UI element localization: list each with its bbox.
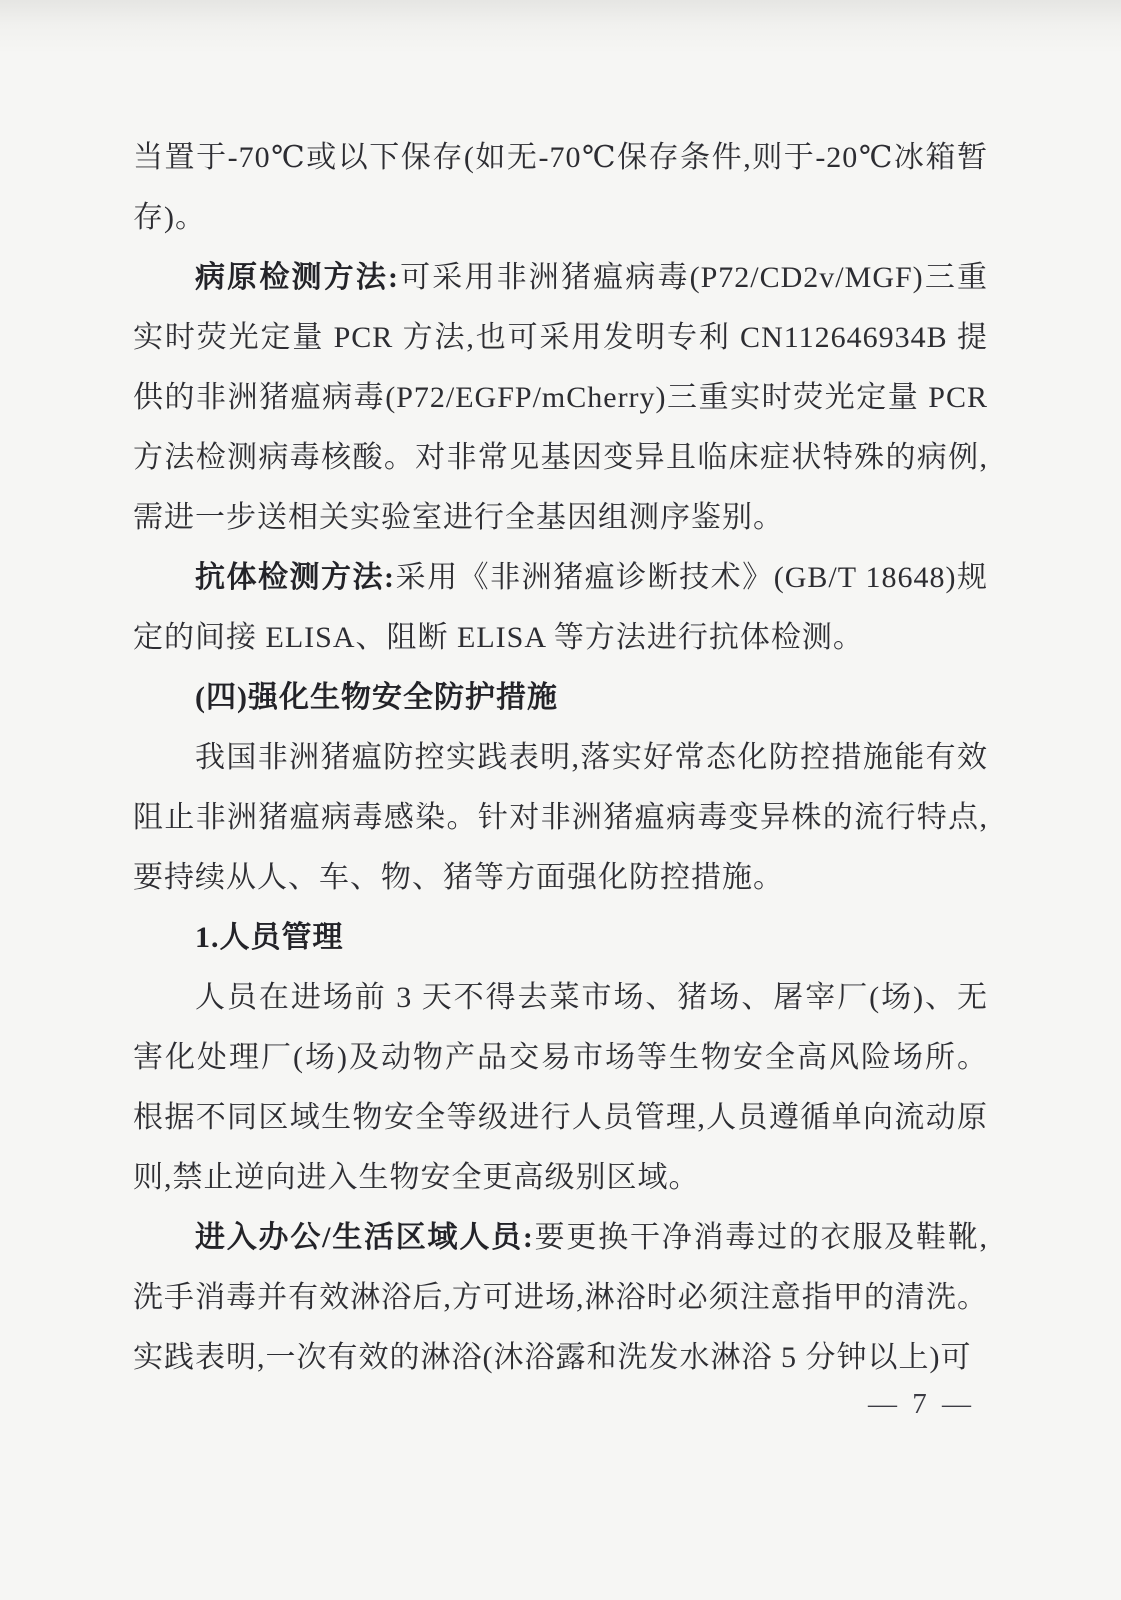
paragraph-text: 人员在进场前 3 天不得去菜市场、猪场、屠宰厂(场)、无害化处理厂(场)及动物产品交易市场等生物安全高风险场所。根据不同区域生物安全等级进行人员管理,人员遵循单向流动原则,禁止逆向进入生物安全更高级别区域。 [133,981,988,1194]
document-body [133,128,988,1388]
paragraph-office-area-personnel [133,1208,988,1388]
paragraph-text: 可采用非洲猪瘟病毒(P72/CD2v/MGF)三重实时荧光定量 PCR 方法,也可采用发明专利 CN112646934B 提供的非洲猪瘟病毒(P72/EGFP/mCherry)三重实时荧光定量 PCR 方法检测病毒核酸。对非常见基因变异且临床症状特殊的病例,需进一步送相关实验室进行全基因组测序鉴别。 [133,261,988,534]
paragraph-pathogen-detection [133,248,988,548]
paragraph-text: 当置于-70℃或以下保存(如无-70℃保存条件,则于-20℃冰箱暂存)。 [133,141,988,234]
paragraph-storage-note [133,128,988,248]
paragraph-text: 采用《非洲猪瘟诊断技术》(GB/T 18648)规定的间接 ELISA、阻断 ELISA 等方法进行抗体检测。 [133,561,988,654]
paragraph-antibody-detection [133,548,988,668]
heading-personnel-management [133,908,988,968]
paragraph-text: 要更换干净消毒过的衣服及鞋靴,洗手消毒并有效淋浴后,方可进场,淋浴时必须注意指甲的清洗。实践表明,一次有效的淋浴(沐浴露和洗发水淋浴 5 分钟以上)可 [133,1221,988,1374]
heading-section-4-biosecurity [133,668,988,728]
paragraph-prevention-practice [133,728,988,908]
heading-text: 1.人员管理 [195,921,344,954]
heading-text: (四)强化生物安全防护措施 [195,681,558,714]
page-number: — 7 — [868,1388,975,1420]
paragraph-lead: 进入办公/生活区域人员: [195,1221,534,1254]
paragraph-lead: 抗体检测方法: [195,561,396,594]
scan-shade [0,0,1121,55]
paragraph-lead: 病原检测方法: [195,261,399,294]
paragraph-text: 我国非洲猪瘟防控实践表明,落实好常态化防控措施能有效阻止非洲猪瘟病毒感染。针对非洲猪瘟病毒变异株的流行特点,要持续从人、车、物、猪等方面强化防控措施。 [133,741,988,894]
paragraph-personnel-rules [133,968,988,1208]
